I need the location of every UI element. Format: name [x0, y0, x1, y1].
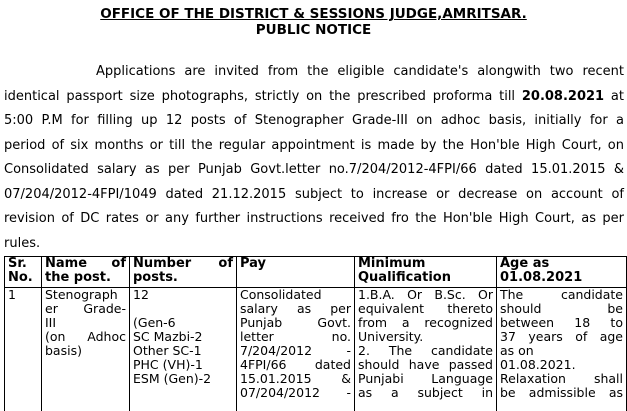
cell-text: SC Mazbi-2 — [133, 329, 203, 344]
posts-table — [4, 256, 627, 411]
cell-text: 15.01.2015 & — [240, 371, 351, 386]
cell-text: Other SC-1 — [133, 343, 202, 358]
cell-text: should be — [500, 301, 623, 316]
notice-paragraph — [4, 60, 624, 256]
cell-text: 2. The candidate — [358, 343, 493, 358]
header-number-of-posts — [130, 257, 237, 288]
cell-post-name — [42, 288, 130, 411]
cell-text: equivalent thereto — [358, 301, 493, 316]
header-text: Minimum — [358, 256, 426, 271]
cell-text: salary as per — [240, 301, 351, 316]
cell-text: III — [45, 315, 57, 330]
paragraph-line: 5:00 P.M for filling up 12 posts of Stenographer Grade-III on adhoc basis, initially for a — [4, 113, 624, 128]
cell-text: 1 — [8, 287, 16, 302]
cell-text: letter no. — [240, 329, 351, 344]
table-header-row — [5, 257, 627, 288]
header-text: Sr. — [8, 256, 27, 271]
cell-text: PHC (VH)-1 — [133, 357, 203, 372]
header-qualification — [355, 257, 497, 288]
cell-text: Stenograph — [45, 287, 118, 302]
paragraph-line: 07/204/2012-4FPI/1049 dated 21.12.2015 subject to increase or decrease on account of — [4, 186, 624, 202]
header-text: Qualification — [358, 270, 451, 285]
header-text: Age as — [500, 256, 550, 271]
cell-number-of-posts — [130, 288, 237, 411]
header-text: the post. — [45, 270, 111, 285]
paragraph-line: rules. — [4, 235, 41, 251]
last-date: 20.08.2021 — [521, 88, 605, 104]
cell-text: Relaxation shall — [500, 371, 623, 386]
cell-text: Punjab Govt. — [240, 315, 351, 330]
cell-text: as on — [500, 343, 534, 358]
cell-text: 12 — [133, 287, 149, 302]
cell-text: between 18 to — [500, 315, 623, 330]
spacer — [133, 302, 233, 316]
header-text: posts. — [133, 270, 178, 285]
header-age — [497, 257, 627, 288]
paragraph-line — [4, 85, 624, 110]
header-text: No. — [8, 270, 33, 285]
paragraph-text: identical passport size photographs, strictly on the prescribed proforma till — [4, 88, 522, 104]
cell-text: 07/204/2012 - — [240, 385, 351, 400]
header-post-name — [42, 257, 130, 288]
header-text: Pay — [240, 256, 267, 271]
paragraph-line: Consolidated salary as per Punjab Govt.letter no.7/204/2012-4FPI/66 dated 15.01.2015 & — [4, 162, 624, 177]
cell-age — [497, 288, 627, 411]
paragraph-line: revision of DC rates or any further instructions received fro the Hon'ble High Court, as per — [4, 211, 624, 226]
cell-text: ESM (Gen)-2 — [133, 371, 212, 386]
cell-text: as a subject in — [358, 385, 493, 400]
header-text: 01.08.2021 — [500, 270, 583, 285]
header-pay — [237, 257, 355, 288]
cell-text: University. — [358, 329, 424, 344]
cell-qualification — [355, 288, 497, 411]
header-text: Number of — [133, 256, 233, 271]
paragraph-line: period of six months or till the regular appointment is made by the Hon'ble High Court, on — [4, 137, 624, 153]
cell-text: should have passed — [358, 357, 493, 372]
cell-text: (on Adhoc — [45, 329, 126, 344]
cell-text: Consolidated — [240, 287, 322, 302]
cell-text: be admissible as — [500, 385, 623, 400]
cell-text: (Gen-6 — [133, 315, 176, 330]
cell-text: 4FPI/66 dated — [240, 357, 351, 372]
cell-text: from a recognized — [358, 315, 493, 330]
office-title: OFFICE OF THE DISTRICT & SESSIONS JUDGE,AMRITSAR. — [100, 6, 527, 22]
paragraph-text: at — [604, 88, 624, 104]
cell-text: The candidate — [500, 287, 623, 302]
cell-text: 1.B.A. Or B.Sc. Or — [358, 287, 493, 302]
header-text: Name of — [45, 256, 126, 271]
cell-pay — [237, 288, 355, 411]
cell-text: 01.08.2021. — [500, 357, 576, 372]
table-row — [5, 288, 627, 411]
header-sr-no — [5, 257, 42, 288]
cell-text: 7/204/2012 - — [240, 343, 351, 358]
cell-text: Punjabi Language — [358, 371, 493, 386]
paragraph-line: Applications are invited from the eligible candidate's alongwith two recent — [96, 64, 624, 79]
cell-text: basis) — [45, 343, 82, 358]
cell-text: 37 years of age — [500, 329, 623, 344]
cell-text: er Grade- — [45, 301, 126, 316]
notice-title: PUBLIC NOTICE — [255, 22, 372, 38]
cell-sr-no — [5, 288, 42, 411]
